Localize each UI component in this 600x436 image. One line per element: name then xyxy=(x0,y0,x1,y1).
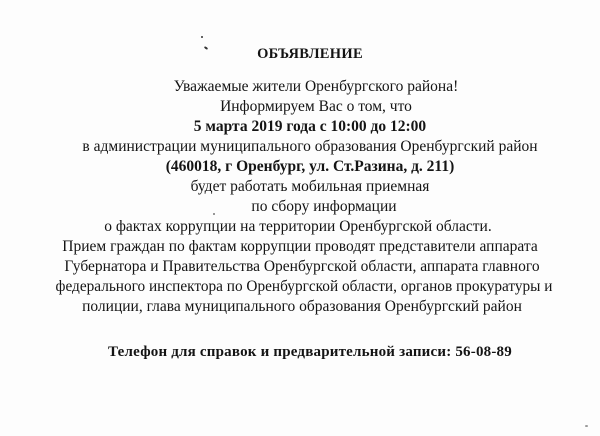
location-line: в администрации муниципального образования Оренбургский район xyxy=(82,138,538,155)
purpose-line: по сбору информации xyxy=(251,198,397,215)
scan-speck xyxy=(585,425,588,427)
phone-line: Телефон для справок и предварительной записи: 56-08-89 xyxy=(108,344,512,360)
body-text-line: Губернатора и Правительства Оренбургской области, аппарата главного xyxy=(64,258,540,275)
greeting-line: Уважаемые жители Оренбургского района! xyxy=(173,78,459,95)
corruption-facts-line: о фактах коррупции на территории Оренбургской области. xyxy=(104,218,492,235)
event-date-line: 5 марта 2019 года с 10:00 до 12:00 xyxy=(193,118,427,135)
notice-title: ОБЪЯВЛЕНИЕ xyxy=(257,46,363,62)
address-line: (460018, г Оренбург, ул. Ст.Разина, д. 211) xyxy=(165,158,455,175)
reception-line: будет работать мобильная приемная xyxy=(190,178,430,195)
body-text-line: полиции, глава муниципального образования Оренбургский район xyxy=(82,298,522,315)
scan-speck xyxy=(201,36,203,38)
body-text-line: федерального инспектора по Оренбургской области, органов прокуратуры и xyxy=(55,278,553,295)
body-text-line: Прием граждан по фактам коррупции проводят представители аппарата xyxy=(62,238,538,255)
inform-line: Информируем Вас о том, что xyxy=(220,98,412,115)
